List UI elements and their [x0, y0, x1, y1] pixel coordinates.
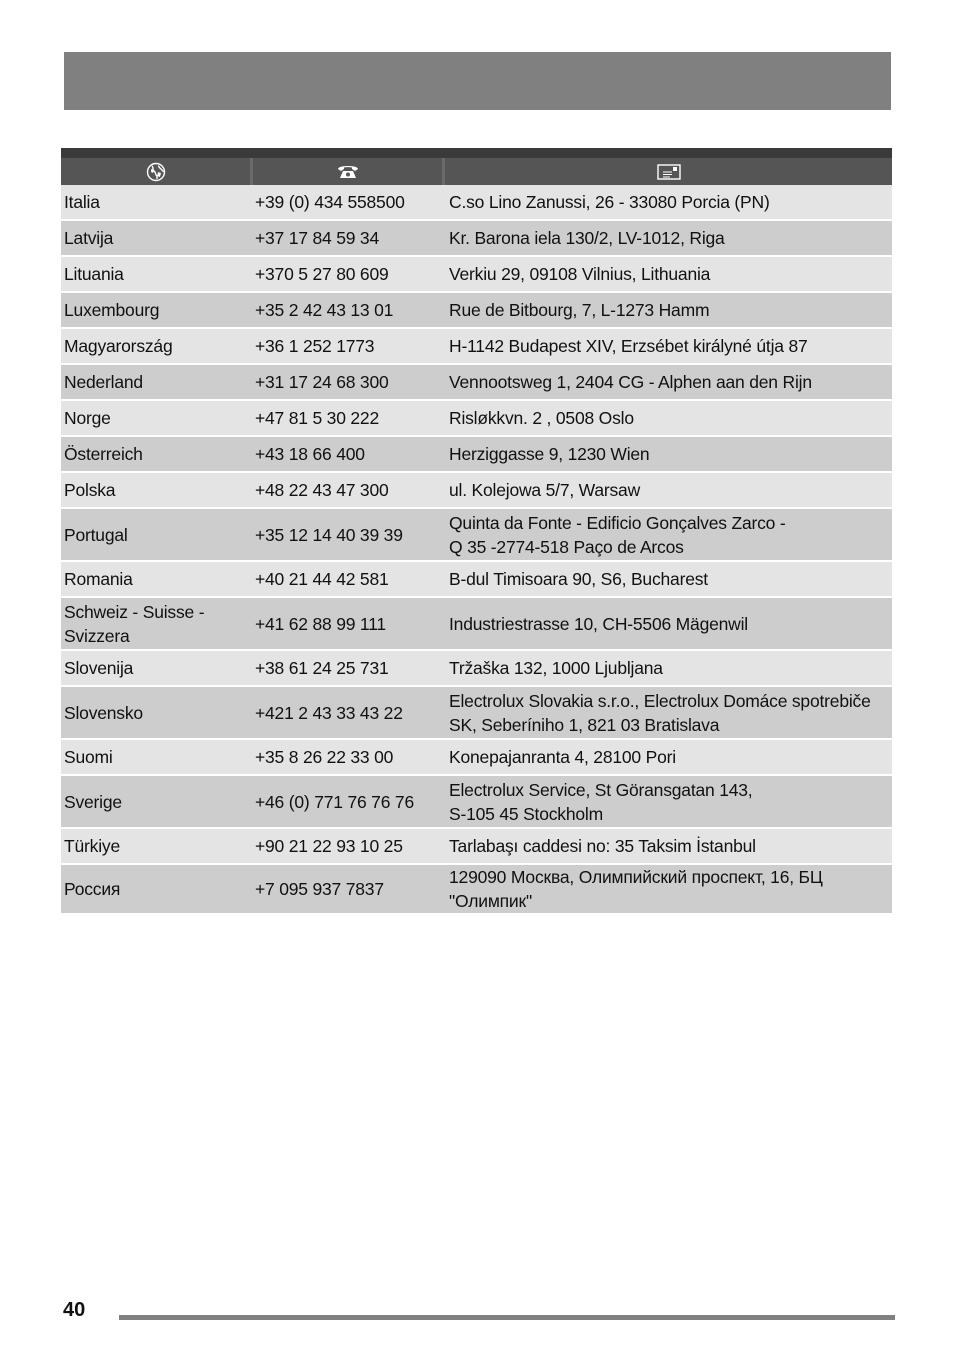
country-cell: Schweiz - Suisse - Svizzera: [64, 601, 205, 646]
table-header: [61, 148, 892, 185]
table-row: [61, 829, 892, 865]
address-line: Industriestrasse 10, CH-5506 Mägenwil: [449, 613, 748, 634]
address-cell: [445, 598, 892, 649]
address-line: Tarlabaşı caddesi no: 35 Taksim İstanbul: [449, 836, 756, 856]
table-row: [61, 329, 892, 365]
address-line: H-1142 Budapest XIV, Erzsébet királyné útja 87: [449, 336, 808, 356]
address-line: Risløkkvn. 2 , 0508 Oslo: [449, 408, 634, 428]
country-cell: Slovensko: [64, 702, 143, 723]
address-line: 129090 Москва, Олимпийский проспект, 16, БЦ: [449, 867, 823, 887]
phone-cell: +47 81 5 30 222: [255, 408, 379, 428]
table-row: [61, 651, 892, 687]
country-cell: Slovenija: [64, 658, 134, 678]
table-row: [61, 687, 892, 740]
country-cell: Romania: [64, 569, 133, 589]
table-row: [61, 293, 892, 329]
table-row: [61, 185, 892, 221]
page-number: 40: [63, 1299, 86, 1321]
address-line: Konepajanranta 4, 28100 Pori: [449, 747, 676, 767]
phone-cell: +48 22 43 47 300: [255, 480, 389, 500]
phone-cell: +37 17 84 59 34: [255, 228, 379, 248]
address-cell: [445, 257, 892, 291]
address-cell: [445, 687, 892, 738]
phone-cell: +7 095 937 7837: [255, 879, 384, 899]
phone-cell: +90 21 22 93 10 25: [255, 836, 403, 856]
header-address: [445, 158, 892, 185]
address-cell: [445, 562, 892, 596]
table-row: [61, 598, 892, 651]
phone-cell: +35 8 26 22 33 00: [255, 747, 394, 767]
address-line: C.so Lino Zanussi, 26 - 33080 Porcia (PN): [449, 192, 770, 212]
table-row: [61, 473, 892, 509]
address-line: Electrolux Slovakia s.r.o., Electrolux Domáce spotrebiče: [449, 690, 871, 711]
contact-table: [61, 148, 892, 915]
address-cell: [445, 221, 892, 255]
address-cell: [445, 865, 892, 913]
country-cell: Magyarország: [64, 336, 173, 356]
country-cell: Luxembourg: [64, 300, 160, 320]
address-cell: [445, 776, 892, 827]
telephone-icon: [337, 164, 359, 180]
country-cell: Norge: [64, 408, 111, 428]
address-line: ul. Kolejowa 5/7, Warsaw: [449, 480, 641, 500]
phone-cell: +40 21 44 42 581: [255, 569, 389, 589]
address-line: Quinta da Fonte - Edificio Gonçalves Zarco -: [449, 512, 786, 533]
header-country: [61, 158, 253, 185]
globe-icon: [146, 162, 166, 182]
table-row: [61, 740, 892, 776]
table-row: [61, 509, 892, 562]
table-row: [61, 437, 892, 473]
phone-cell: +35 12 14 40 39 39: [255, 524, 403, 545]
address-cell: [445, 365, 892, 399]
address-cell: [445, 293, 892, 327]
address-cell: [445, 329, 892, 363]
address-cell: [445, 401, 892, 435]
address-cell: [445, 185, 892, 219]
table-row: [61, 221, 892, 257]
phone-cell: +421 2 43 33 43 22: [255, 702, 403, 723]
address-line: Herziggasse 9, 1230 Wien: [449, 444, 650, 464]
country-cell: Latvija: [64, 228, 114, 248]
address-cell: [445, 473, 892, 507]
country-cell: Türkiye: [64, 836, 120, 856]
phone-cell: +38 61 24 25 731: [255, 658, 389, 678]
country-cell: Polska: [64, 480, 116, 500]
footer-rule: [119, 1315, 895, 1320]
phone-cell: +41 62 88 99 111: [255, 613, 386, 634]
table-row: [61, 401, 892, 437]
address-cell: [445, 740, 892, 774]
address-cell: [445, 829, 892, 863]
envelope-icon: [657, 164, 681, 180]
country-cell: Österreich: [64, 444, 143, 464]
address-line: SK, Seberíniho 1, 821 03 Bratislava: [449, 714, 720, 735]
table-row: [61, 365, 892, 401]
address-line: Tržaška 132, 1000 Ljubljana: [449, 658, 663, 678]
phone-cell: +43 18 66 400: [255, 444, 365, 464]
address-line: S-105 45 Stockholm: [449, 803, 603, 824]
country-cell: Nederland: [64, 372, 143, 392]
address-line: Electrolux Service, St Göransgatan 143,: [449, 779, 753, 800]
country-cell: Россия: [64, 879, 121, 899]
address-line: Rue de Bitbourg, 7, L-1273 Hamm: [449, 300, 710, 320]
header-phone: [253, 158, 445, 185]
top-banner: [64, 52, 891, 110]
country-cell: Suomi: [64, 747, 113, 767]
address-line: Verkiu 29, 09108 Vilnius, Lithuania: [449, 264, 711, 284]
country-cell: Sverige: [64, 791, 122, 812]
table-row: [61, 257, 892, 293]
table-row: [61, 776, 892, 829]
table-body: [61, 185, 892, 915]
address-line: Q 35 -2774-518 Paço de Arcos: [449, 536, 684, 557]
address-cell: [445, 651, 892, 685]
address-line: "Олимпик": [449, 891, 532, 911]
address-cell: [445, 509, 892, 560]
phone-cell: +39 (0) 434 558500: [255, 192, 405, 212]
country-cell: Lituania: [64, 264, 124, 284]
phone-cell: +31 17 24 68 300: [255, 372, 389, 392]
country-cell: Portugal: [64, 524, 128, 545]
address-line: Kr. Barona iela 130/2, LV-1012, Riga: [449, 228, 725, 248]
table-row: [61, 562, 892, 598]
country-cell: Italia: [64, 192, 100, 212]
phone-cell: +370 5 27 80 609: [255, 264, 389, 284]
table-row: [61, 865, 892, 915]
phone-cell: +35 2 42 43 13 01: [255, 300, 394, 320]
address-line: B-dul Timisoara 90, S6, Bucharest: [449, 569, 708, 589]
address-line: Vennootsweg 1, 2404 CG - Alphen aan den Rijn: [449, 372, 812, 392]
phone-cell: +36 1 252 1773: [255, 336, 375, 356]
address-cell: [445, 437, 892, 471]
phone-cell: +46 (0) 771 76 76 76: [255, 791, 414, 812]
